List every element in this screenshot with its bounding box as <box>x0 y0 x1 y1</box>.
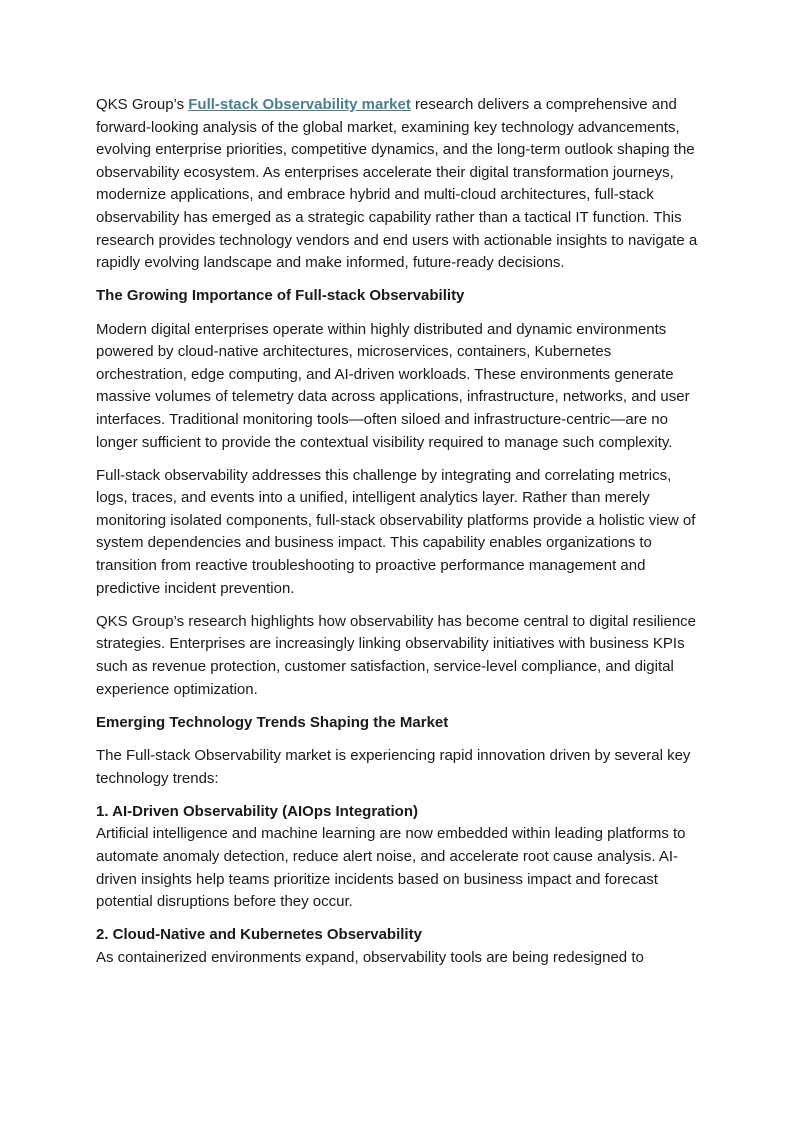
intro-body: research delivers a comprehensive and forward-looking analysis of the global market, examining key technology advancements, evolving enterprise priorities, competitive dynamics, and the long-term outlook shaping the observability ecosystem. As enterprises accelerate their digital transformation journeys, modernize applications, and embrace hybrid and multi-cloud architectures, full-stack observability has emerged as a strategic capability rather than a tactical IT function. This research provides technology vendors and end users with actionable insights to navigate a rapidly evolving landscape and make informed, future-ready decisions. <box>96 96 698 272</box>
trend-title: 2. Cloud-Native and Kubernetes Observability <box>96 926 422 944</box>
section-heading-growing-importance: The Growing Importance of Full-stack Observability <box>96 287 465 305</box>
trend-item-cloud-native <box>96 924 698 969</box>
section-heading-emerging-trends: Emerging Technology Trends Shaping the Market <box>96 713 449 731</box>
document-page <box>96 94 698 980</box>
trend-item-ai-driven <box>96 801 698 914</box>
trend-body: As containerized environments expand, observability tools are being redesigned to <box>96 948 644 966</box>
paragraph-full-stack-addresses: Full-stack observability addresses this challenge by integrating and correlating metrics, logs, traces, and events into a unified, intelligent analytics layer. Rather than merely monitoring isolated components, full-stack observability platforms provide a holistic view of system dependencies and business impact. This capability enables organizations to transition from reactive troubleshooting to proactive performance management and predictive incident prevention. <box>96 466 696 597</box>
full-stack-observability-market-link[interactable]: Full-stack Observability market <box>188 96 411 113</box>
trend-title: 1. AI-Driven Observability (AIOps Integration) <box>96 802 419 820</box>
intro-paragraph <box>96 94 698 275</box>
paragraph-modern-enterprises: Modern digital enterprises operate within highly distributed and dynamic environments powered by cloud-native architectures, microservices, containers, Kubernetes orchestration, edge computing, and AI-driven workloads. These environments generate massive volumes of telemetry data across applications, infrastructure, networks, and user interfaces. Traditional monitoring tools—often siloed and infrastructure-centric—are no longer sufficient to provide the contextual visibility required to manage such complexity. <box>96 320 690 451</box>
intro-prefix: QKS Group’s <box>96 96 189 113</box>
paragraph-qks-research: QKS Group’s research highlights how observability has become central to digital resilience strategies. Enterprises are increasingly linking observability initiatives with business KPIs such as revenue protection, customer satisfaction, service-level compliance, and digital experience optimization. <box>96 612 697 698</box>
trend-body: Artificial intelligence and machine learning are now embedded within leading platforms to automate anomaly detection, reduce alert noise, and accelerate root cause analysis. AI-driven insights help teams prioritize incidents based on business impact and forecast potential disruptions before they occur. <box>96 825 686 911</box>
paragraph-trends-intro: The Full-stack Observability market is experiencing rapid innovation driven by several key technology trends: <box>96 747 691 787</box>
